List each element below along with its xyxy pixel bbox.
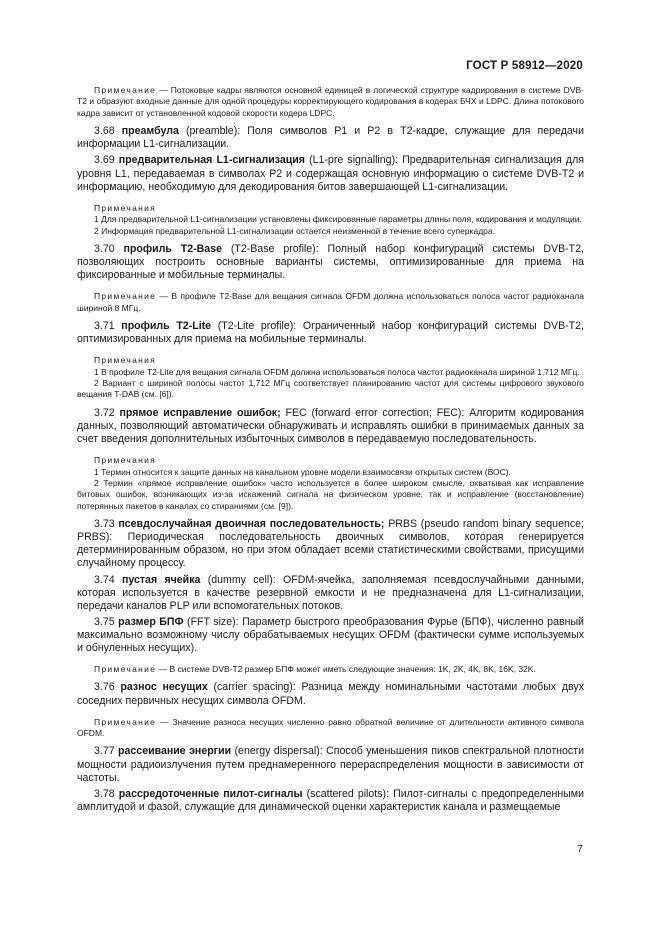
note-text: Потоковые кадры являются основной единицей в логической структуре кадрирования в системе DVB-T2 и образуют входные данные для одной процедуры корректирующего кодирования в кодерах БЧХ и LDPC. Длина потокового кадра зависит от установленной кодовой скорости кодера LDPC. (77, 85, 584, 118)
term-number: 3.69 (94, 154, 115, 167)
notes-heading: Примечания (94, 355, 157, 366)
term-number: 3.68 (94, 125, 115, 138)
term-3-68 (77, 125, 584, 151)
term-name: профиль T2-Base (123, 242, 222, 255)
term-name: разнос несущих (120, 681, 208, 694)
term-name: профиль T2-Lite (121, 320, 212, 332)
page-number: 7 (577, 843, 583, 855)
term-definition: (FFT size): Параметр быстрого преобразования Фурье (БПФ), численно равный максимально возможному числу обрабатываемых несущих OFDM (фактически сумме используемых и обнуленных несущих). (77, 615, 584, 654)
term-definition: (T2-Lite profile): Ограниченный набор конфигураций системы DVB-T2, оптимизированных для приема на мобильные терминалы. (77, 320, 584, 346)
term-name: псевдослучайная двоичная последовательность; (118, 518, 385, 531)
note-text: В системе DVB-T2 размер БПФ может иметь следующие значения: 1K, 2K, 4K, 8K, 16K, 32K. (169, 664, 536, 675)
term-name: рассеивание энергии (118, 745, 232, 758)
term-name: прямое исправление ошибок; (119, 406, 281, 419)
page-content (77, 85, 584, 817)
note-item: 1 В профиле T2-Lite для вещания сигнала OFDM должна использоваться полоса частот радиоканала шириной 1,712 МГц. (94, 366, 580, 377)
term-definition: (T2-Base profile): Полный набор конфигураций системы DVB-T2, позволяющих построить основные варианты системы, оптимизированные для приема на фиксированные и мобильные терминалы. (77, 242, 584, 282)
note-item: 1 Для предварительной L1-сигнализации установлены фиксированные параметры длины поля, кодирования и модуляции. (94, 214, 582, 225)
standard-header: ГОСТ Р 58912—2020 (466, 60, 583, 72)
term-3-73 (77, 518, 584, 570)
term-3-75 (77, 616, 584, 655)
term-number: 3.73 (94, 518, 115, 531)
term-3-77 (77, 745, 584, 784)
term-3-72 (77, 407, 584, 446)
term-name: предварительная L1-сигнализация (118, 154, 305, 167)
note-item: 2 Термин «прямое исправление ошибок» часто используется в более широком смысле, охватывая как исправление битовых ошибок, возникающих из-за искажений сигнала на физическом уровне, так и исправление (восстановление) потерянных пакетов в каналах со стираниями (см. [9]). (77, 477, 584, 511)
term-definition: (energy dispersal): Способ уменьшения пиков спектральной плотности мощности радиоизлучения путем преднамеренного перераспределения мощности в зависимости от частоты. (77, 745, 584, 784)
note-text: Значение разноса несущих численно равно обратной величине от длительности активного символа OFDM. (77, 716, 584, 739)
term-number: 3.77 (94, 745, 115, 758)
notes-heading: Примечания (94, 455, 157, 466)
term-number: 3.71 (94, 320, 115, 332)
term-name: размер БПФ (118, 615, 184, 628)
note-label: Примечание (94, 85, 157, 95)
term-number: 3.70 (94, 242, 115, 255)
term-name: пустая ячейка (121, 573, 201, 586)
note-label: Примечание (94, 291, 157, 302)
term-3-69 (77, 154, 584, 193)
term-definition: (scattered pilots): Пилот-сигналы с предопределенными амплитудой и фазой, служащие для динамической оценки характеристик канала и размещаемые (77, 787, 584, 813)
notes-heading: Примечания (94, 202, 157, 213)
term-number: 3.72 (94, 406, 115, 419)
note-item: 1 Термин относится к защите данных на канальном уровне модели взаимосвязи открытых систем (ВОС). (94, 466, 511, 477)
note-carrier-spacing: Примечание — Значение разноса несущих численно равно обратной величине от длительности активного символа OFDM. (77, 716, 584, 739)
term-3-76 (77, 681, 584, 707)
term-definition: (L1-pre signalling): Предварительная сигнализация для уровня L1, передаваемая в символах P2 и содержащая основную информацию о системе DVB-T2 и информацию, необходимую для декодирования битов завершающей L1-сигнализации. (77, 154, 584, 193)
note-label: Примечание (94, 664, 157, 675)
term-3-70 (77, 243, 584, 282)
note-fft-size: Примечание — В системе DVB-T2 размер БПФ может иметь следующие значения: 1K, 2K, 4K, 8K, 16K, 32K. (94, 664, 536, 675)
term-3-78 (77, 788, 584, 814)
term-3-71 (77, 320, 584, 346)
term-name: рассредоточенные пилот-сигналы (118, 787, 303, 800)
note-t2-base: Примечание — В профиле T2-Base для вещания сигнала OFDM должна использоваться полоса частот радиоканала шириной 8 МГц. (77, 291, 584, 313)
term-definition: (carrier spacing): Разница между номинальными частотами любых двух соседних первичных несущих символа OFDM. (77, 681, 584, 707)
term-number: 3.78 (94, 787, 115, 800)
note-item: 2 Вариант с шириной полосы частот 1,712 МГц соответствует планированию частот для системы цифрового звукового вещания T-DAB (см. [6]). (77, 378, 584, 400)
term-3-74 (77, 574, 584, 613)
note-label: Примечание (94, 716, 157, 727)
term-name: преамбула (121, 125, 179, 138)
term-number: 3.75 (94, 615, 115, 628)
term-definition: (dummy cell): OFDM-ячейка, заполняемая псевдослучайными данными, которая используется в качестве резервной емкости и не предназначена для L1-сигнализации, передачи каналов PLP или вспомогательных потоков. (77, 573, 584, 612)
term-definition: (preamble): Поля символов P1 и P2 в T2-кадре, служащие для передачи информации L1-сигнализации. (77, 125, 584, 151)
term-definition: PRBS (pseudo random binary sequence; PRBS): Периодическая последовательность двоичных символов, которая генерируется детерминированным образом, но при этом обладает всеми статистическими свойствами, присущими случайному процессу. (77, 518, 584, 570)
term-number: 3.74 (94, 573, 115, 586)
note-stream-frame: Примечание — Потоковые кадры являются основной единицей в логической структуре кадрирования в системе DVB-T2 и образуют входные данные для одной процедуры корректирующего кодирования в кодерах БЧХ и LDPC. Длина потокового кадра зависит от установленной кодовой скорости кодера LDPC. (77, 85, 584, 118)
term-definition: FEC (forward error correction; FEC): Алгоритм кодирования данных, позволяющий автоматически обнаруживать и исправлять ошибки в принимаемых данных за счет введения дополнительных избыточных символов в передаваемую последовательность. (77, 406, 585, 445)
note-item: 2 Информация предварительной L1-сигнализации остается неизменной в течение всего суперкадра. (94, 225, 495, 236)
term-number: 3.76 (94, 681, 115, 694)
note-text: В профиле T2-Base для вещания сигнала OFDM должна использоваться полоса частот радиоканала шириной 8 МГц. (77, 291, 584, 313)
